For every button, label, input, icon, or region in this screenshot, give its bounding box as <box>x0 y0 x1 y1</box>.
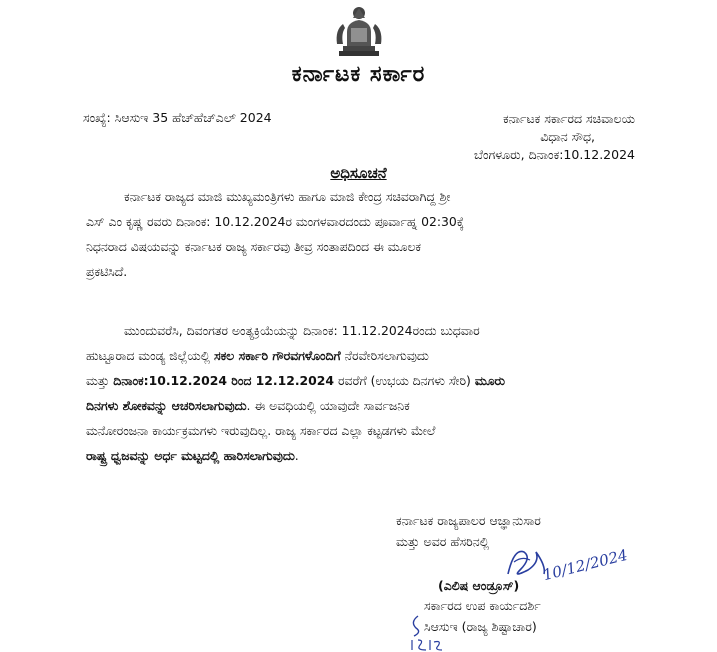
para2-text: ರವರೆಗೆ (ಉಭಯ ದಿನಗಳು ಸೇರಿ) <box>334 373 475 388</box>
paragraph-arrangements <box>86 318 632 468</box>
para1-line: ಕರ್ನಾಟಕ ರಾಜ್ಯದ ಮಾಜಿ ಮುಖ್ಯಮಂತ್ರಿಗಳು ಹಾಗೂ ಮಾಜಿ ಕೇಂದ್ರ ಸಚಿವರಾಗಿದ್ದ ಶ್ರೀ <box>124 189 451 204</box>
para2-bold-text: ರಾಷ್ಟ್ರ ಧ್ವಜವನ್ನು ಅರ್ಧ ಮಟ್ಟದಲ್ಲಿ ಹಾರಿಸಲಾಗುವುದು <box>86 448 295 463</box>
reference-number: ಸಂಖ್ಯೆ: ಸಿಆಸುಇ 35 ಹೆಚ್‌ಹೆಚ್‌ಎಲ್ 2024 <box>83 110 272 125</box>
para2-text: ಹುಟ್ಟೂರಾದ ಮಂಡ್ಯ ಜಿಲ್ಲೆಯಲ್ಲಿ <box>86 348 215 363</box>
office-address <box>395 110 635 164</box>
para2-text: . ಈ ಅವಧಿಯಲ್ಲಿ ಯಾವುದೇ ಸಾರ್ವಜನಿಕ <box>246 398 410 413</box>
closing-line-in-name: ಮತ್ತು ಅವರ ಹೆಸರಿನಲ್ಲಿ <box>396 534 490 549</box>
para2-line: ಮನೋರಂಜನಾ ಕಾರ್ಯಕ್ರಮಗಳು ಇರುವುದಿಲ್ಲ. ರಾಜ್ಯ ಸರ್ಕಾರದ ಎಲ್ಲಾ ಕಟ್ಟಡಗಳು ಮೇಲೆ <box>86 423 436 438</box>
para2-bold-text: ದಿನಾಂಕ:10.12.2024 ರಿಂದ 12.12.2024 <box>113 373 335 388</box>
handwritten-date: 10/12/2024 <box>541 545 630 585</box>
government-title: ಕರ್ನಾಟಕ ಸರ್ಕಾರ <box>291 62 426 87</box>
closing-line-governor-order: ಕರ್ನಾಟಕ ರಾಜ್ಯಪಾಲರ ಆಜ್ಞಾನುಸಾರ <box>396 513 541 528</box>
signatory-department: ಸಿಆಸುಇ (ರಾಜ್ಯ ಶಿಷ್ಟಾಚಾರ) <box>424 619 537 634</box>
initials-scribble <box>404 612 444 652</box>
office-line-secretariat: ಕರ್ನಾಟಕ ಸರ್ಕಾರದ ಸಚಿವಾಲಯ <box>503 111 635 126</box>
para2-bold-text: ದಿನಗಳು ಶೋಕವನ್ನು ಆಚರಿಸಲಾಗುವುದು <box>86 398 247 413</box>
para1-line: ಪ್ರಕಟಿಸಿದೆ. <box>86 264 128 279</box>
office-line-place-date: ಬೆಂಗಳೂರು, ದಿನಾಂಕ:10.12.2024 <box>473 147 635 162</box>
para2-line: ಮುಂದುವರೆಸಿ, ದಿವಂಗತರ ಅಂತ್ಯಕ್ರಿಯೆಯನ್ನು ದಿನಾಂಕ: 11.12.2024ರಂದು ಬುಧವಾರ <box>124 323 480 338</box>
para1-line: ನಿಧನರಾದ ವಿಷಯವನ್ನು ಕರ್ನಾಟಕ ರಾಜ್ಯ ಸರ್ಕಾರವು ತೀವ್ರ ಸಂತಾಪದಿಂದ ಈ ಮೂಲಕ <box>86 239 421 254</box>
notification-title: ಅಧಿಸೂಚನೆ <box>330 164 387 182</box>
para2-line <box>86 443 632 468</box>
para1-line: ಎಸ್ ಎಂ ಕೃಷ್ಣ ರವರು ದಿನಾಂಕ: 10.12.2024ರ ಮಂಗಳವಾರದಂದು ಪೂರ್ವಾಹ್ನ 02:30ಕ್ಕೆ <box>86 214 465 229</box>
para2-text: ಮತ್ತು <box>86 373 114 388</box>
para2-line <box>86 368 632 393</box>
paragraph-announcement <box>86 184 632 284</box>
state-emblem-icon <box>333 4 385 58</box>
office-line-vidhana-soudha: ವಿಧಾನ ಸೌಧ, <box>540 129 595 144</box>
para2-text: ನೆರವೇರಿಸಲಾಗುವುದು <box>340 348 429 363</box>
para2-bold-text: ಮೂರು <box>474 373 505 388</box>
signatory-designation: ಸರ್ಕಾರದ ಉಪ ಕಾರ್ಯದರ್ಶಿ <box>424 598 541 613</box>
para2-line <box>86 343 632 368</box>
signatory-name: (ಎಲಿಷ ಆಂಡ್ರೂಸ್) <box>438 578 520 593</box>
para2-line <box>86 393 632 418</box>
para2-bold-text: ಸಕಲ ಸರ್ಕಾರಿ ಗೌರವಗಳೊಂದಿಗೆ <box>214 348 341 363</box>
para2-text: . <box>294 448 299 463</box>
